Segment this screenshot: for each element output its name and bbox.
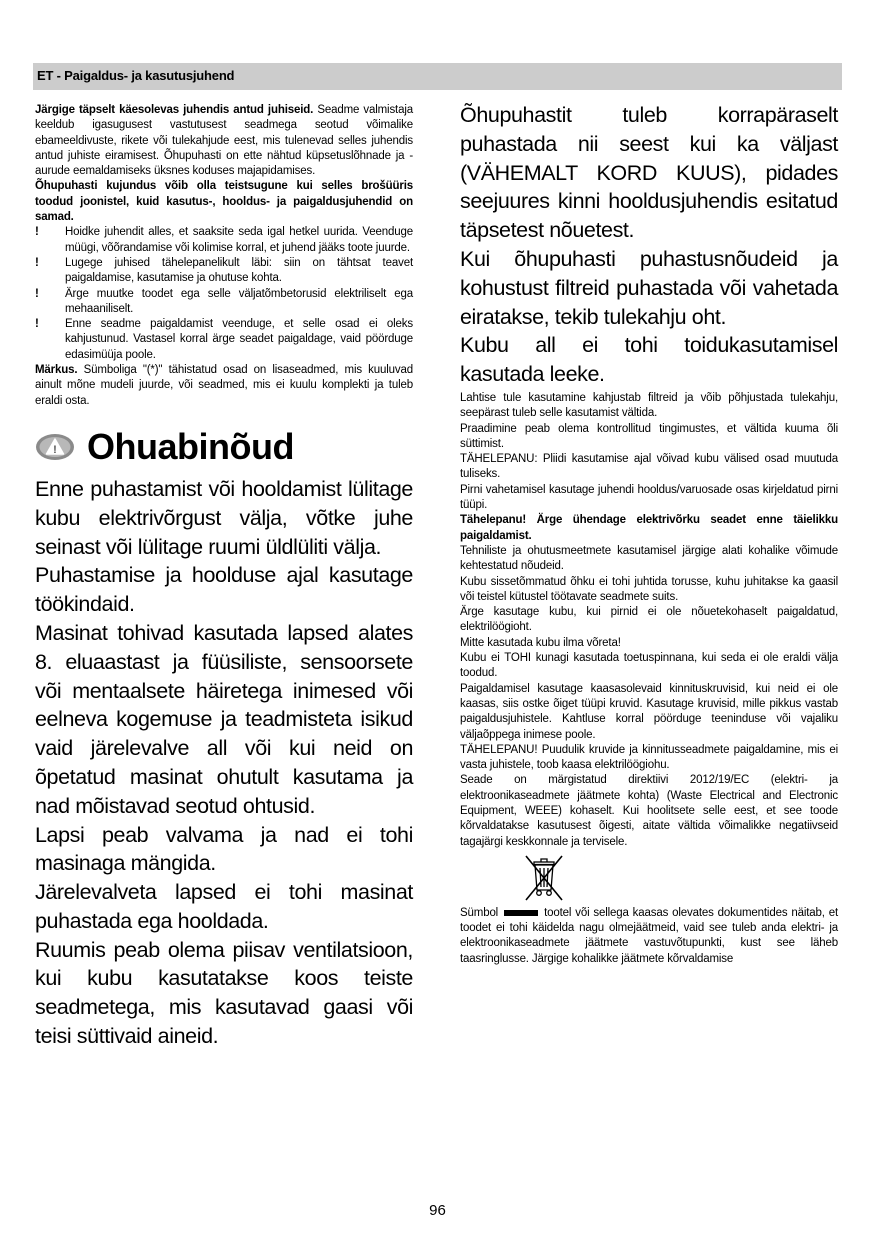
detail-paragraph: TÄHELEPANU! Puudulik kruvide ja kinnitusseadmete paigaldamine, mis ei vasta juhistele, toob kaasa elektrilöögiohu. bbox=[460, 743, 838, 772]
detail-paragraph: Paigaldamisel kasutage kaasasolevaid kinnituskruvisid, kui neid ei ole kaasas, siis ostke õiget tüüpi kruvid. Kasutage kruvisid, mille pikkus vastab paigaldusjuhistele. Kahtluse korral pöörduge teeninduse või vajaliku väljaõppega inimese poole. bbox=[460, 682, 838, 741]
detail-paragraph: Seade on märgistatud direktiivi 2012/19/EC (elektri- ja elektroonikaseadmete jäätmete kohta) (Waste Electrical and Electronic Equipment, WEEE) kohaselt. Kui hoolitsete selle eest, et see toode kõrvaldatakse kasutusest õigesti, aitate vältida võimalikke negatiivseid tagajärgi keskkonnale ja tervisele. bbox=[460, 774, 838, 848]
list-item-text: Lugege juhised tähelepanelikult läbi: siin on tähtsat teavet paigaldamise, kasutamise ja ohutuse kohta. bbox=[65, 256, 413, 285]
weee-symbol-wrapper bbox=[522, 852, 838, 906]
detail-paragraph: Kubu ei TOHI kunagi kasutada toetuspinnana, kui seda ei ole eraldi välja toodud. bbox=[460, 652, 838, 680]
safety-paragraph: Järelevalveta lapsed ei tohi masinat puhastada ega hooldada. bbox=[35, 880, 413, 933]
detail-paragraph: Ärge kasutage kubu, kui pirnid ei ole nõuetekohaselt paigaldatud, elektrilöögioht. bbox=[460, 606, 838, 634]
detail-paragraph: TÄHELEPANU: Pliidi kasutamise ajal võivad kubu välised osad muutuda tuliseks. bbox=[460, 453, 838, 481]
warning-icon bbox=[35, 433, 75, 461]
list-item bbox=[35, 256, 413, 287]
note-label: Märkus. bbox=[35, 364, 78, 377]
intro-bold: Järgige täpselt käesolevas juhendis antud juhiseid. bbox=[35, 104, 314, 116]
right-column bbox=[460, 101, 838, 967]
exclamation-bullet: ! bbox=[35, 226, 39, 239]
note-text: Sümboliga "(*)" tähistatud osad on lisaseadmed, mis kuuluvad ainult mõne mudeli juurde, või seadmed, mis ei kuulu komplekti ja tuleb eraldi osta. bbox=[35, 364, 413, 407]
section-heading bbox=[35, 425, 413, 469]
safety-paragraph: Lapsi peab valvama ja nad ei tohi masinaga mängida. bbox=[35, 822, 413, 876]
intro-block bbox=[35, 103, 413, 225]
detail-paragraph: Tehniliste ja ohutusmeetmete kasutamisel järgige alati kohalike võimude kehtestatud nõudeid. bbox=[460, 544, 838, 573]
symbol-suffix: tootel või sellega kaasas olevates dokumentides näitab, et toodet ei tohi käidelda nagu olmejäätmeid, vaid see tuleb anda elektri- ja elektroonikaseadmete jäätmete vastuvõtupunkti, kust see läheb taasringlusse. Järgige kohalikke jäätmete kõrvaldamise bbox=[460, 906, 838, 965]
safety-paragraph: Masinat tohivad kasutada lapsed alates 8. eluaastast ja füüsiliste, sensoorsete või mentaalsete häiretega inimesed või eelneva kogemuse ja teadmisteta isikud vaid järelevalve all või kui neid on õpetatud masinat ohutult kasutama ja nad mõistavad seotud ohtusid. bbox=[35, 620, 413, 818]
safety-paragraph: Enne puhastamist või hooldamist lülitage kubu elektrivõrgust välja, võtke juhe seinast või lülitage ruumi üldlüliti välja. bbox=[35, 476, 413, 559]
list-item bbox=[35, 225, 413, 256]
list-item-text: Hoidke juhendit alles, et saaksite seda igal hetkel uurida. Veenduge müügi, võõrandamise või kolimise korral, et juhend jääks toote juurde. bbox=[65, 226, 413, 254]
weee-description bbox=[460, 906, 838, 967]
cleaning-paragraph: Kubu all ei tohi toidukasutamisel kasutada leeke. bbox=[460, 333, 838, 387]
exclamation-bullet: ! bbox=[35, 318, 39, 331]
detail-paragraph: Praadimine peab olema kontrollitud tingimustes, et vältida kuuma õli süttimist. bbox=[460, 422, 838, 450]
header-title: ET - Paigaldus- ja kasutusjuhend bbox=[37, 68, 235, 83]
design-note: Õhupuhasti kujundus võib olla teistsugune kui selles brošüüris toodud joonistel, kuid kasutus-, hooldus- ja paigaldusjuhendid on samad. bbox=[35, 180, 413, 224]
weee-bar-icon bbox=[504, 910, 538, 916]
safety-paragraphs bbox=[35, 475, 413, 1051]
list-item bbox=[35, 317, 413, 363]
exclamation-bullet: ! bbox=[35, 287, 39, 300]
safety-paragraph: Puhastamise ja hoolduse ajal kasutage töökindaid. bbox=[35, 563, 413, 617]
symbol-prefix: Sümbol bbox=[460, 906, 499, 919]
details-block bbox=[460, 391, 838, 850]
warning-icon-mark: ! bbox=[53, 443, 57, 456]
crossed-bin-icon bbox=[522, 852, 566, 906]
cleaning-paragraph: Õhupuhastit tuleb korrapäraselt puhastada nii seest kui ka väljast (VÄHEMALT KORD KUUS), pidades seejuures kinni hooldusjuhendis esitatud täpsetest nõuetest. bbox=[460, 103, 838, 243]
detail-paragraph: Kubu sissetõmmatud õhku ei tohi juhtida torusse, kuhu juhitakse ka gaasil või teistel kütustel töötavate seadmete suits. bbox=[460, 575, 838, 603]
warning-list bbox=[35, 225, 413, 363]
list-item-text: Ärge muutke toodet ega selle väljatõmbetorusid elektriliselt ega mehaaniliselt. bbox=[65, 287, 413, 315]
section-title: Ohuabinõud bbox=[87, 425, 294, 467]
exclamation-bullet: ! bbox=[35, 256, 39, 269]
intro-text: Seadme valmistaja keeldub igasugusest vastutusest seadmega seotud võimalike ebameeldivuste, rikete või tulekahjude eest, mis tulenevad selles juhendis antud juhiste eiramisest. Õhupuhasti on ette nähtud küpsetuslõhnade ja -aurude eemaldamiseks üksnes koduses majapidamises. bbox=[35, 104, 413, 178]
detail-paragraph: Pirni vahetamisel kasutage juhendi hooldus/varuosade osas kirjeldatud pirni tüüpi. bbox=[460, 483, 838, 512]
safety-paragraph: Ruumis peab olema piisav ventilatsioon, kui kubu kasutatakse koos teiste seadmetega, mis kasutavad gaasi või teisi süttivaid aineid. bbox=[35, 937, 413, 1049]
note-block bbox=[35, 363, 413, 409]
page-number: 96 bbox=[429, 1202, 446, 1219]
document-header bbox=[33, 63, 842, 90]
bold-warning: Tähelepanu! Ärge ühendage elektrivõrku seadet enne täielikku paigaldamist. bbox=[460, 514, 838, 542]
detail-paragraph: Lahtise tule kasutamine kahjustab filtreid ja võib põhjustada tulekahju, seepärast tuleb selle kasutamist vältida. bbox=[460, 391, 838, 420]
detail-paragraph: Mitte kasutada kubu ilma võreta! bbox=[460, 636, 621, 649]
list-item bbox=[35, 287, 413, 318]
list-item-text: Enne seadme paigaldamist veenduge, et selle osad ei oleks kahjustunud. Vastasel korral ärge seadet paigaldage, vaid pöörduge edasimüüja poole. bbox=[65, 318, 413, 361]
left-column bbox=[35, 103, 413, 1051]
cleaning-paragraph: Kui õhupuhasti puhastusnõudeid ja kohustust filtreid puhastada või vahetada eiratakse, tekib tulekahju oht. bbox=[460, 246, 838, 329]
cleaning-paragraphs bbox=[460, 101, 838, 389]
